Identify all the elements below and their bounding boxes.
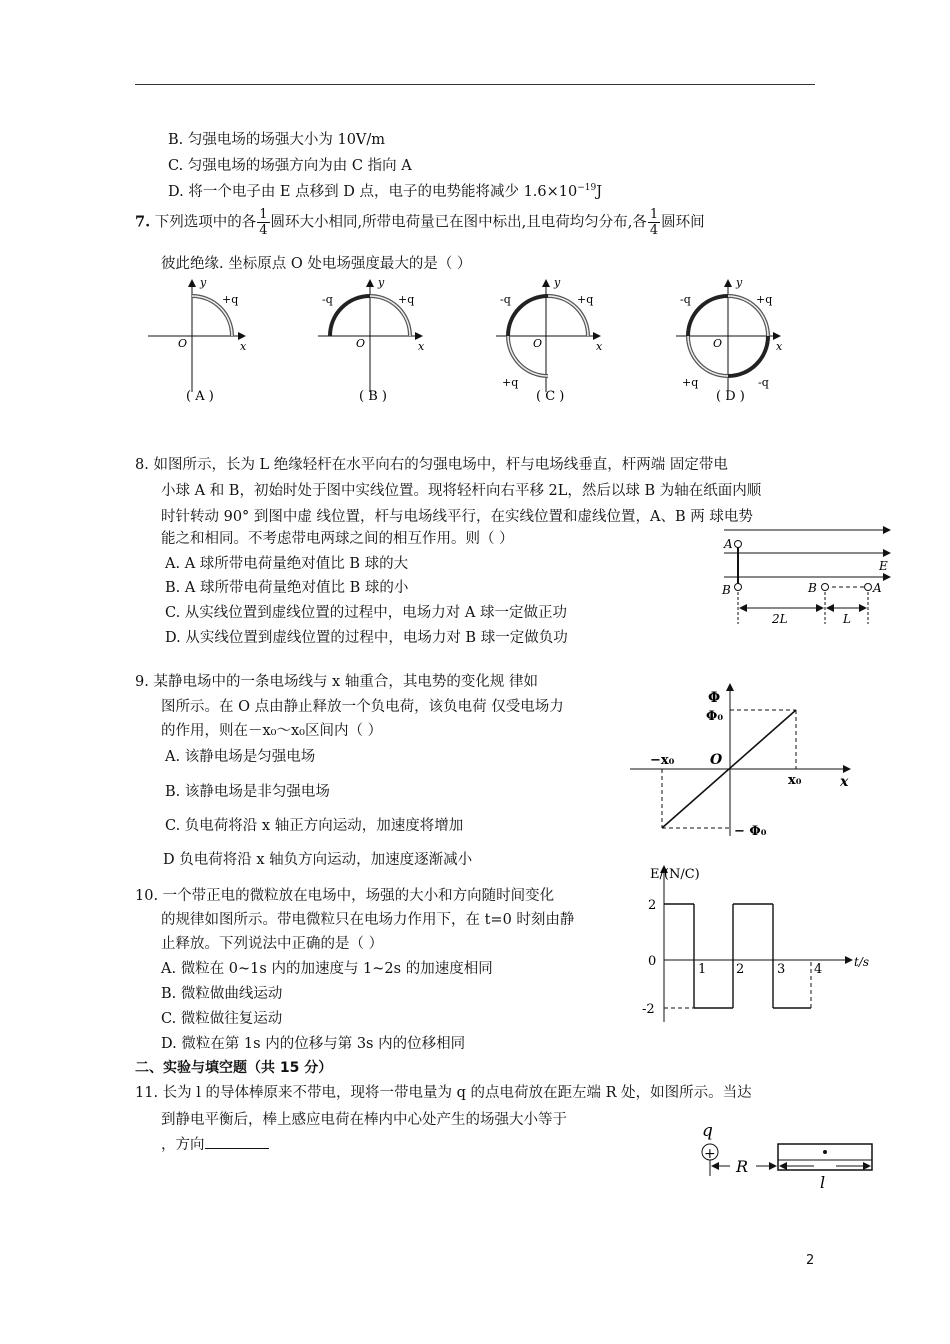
svg-text:3: 3 bbox=[777, 962, 786, 977]
q9-option-c: C. 负电荷将沿 x 轴正方向运动，加速度将增加 bbox=[165, 818, 464, 834]
svg-text:E: E bbox=[879, 559, 888, 573]
svg-text:O: O bbox=[178, 337, 188, 350]
svg-text:+q: +q bbox=[682, 376, 699, 389]
svg-text:( A ): ( A ) bbox=[186, 389, 214, 404]
svg-text:Φ₀: Φ₀ bbox=[706, 709, 724, 724]
svg-text:O: O bbox=[356, 337, 366, 350]
q8-line1: 8. 如图所示，长为 L 绝缘轻杆在水平向右的匀强电场中，杆与电场线垂直，杆两端 固定带电 bbox=[135, 457, 728, 473]
q10-option-d: D. 微粒在第 1s 内的位移与第 3s 内的位移相同 bbox=[161, 1036, 466, 1052]
q9-line2: 图所示。在 O 点由静止释放一个负电荷，该负电荷 仅受电场力 bbox=[161, 699, 564, 715]
q10-line2: 的规律如图所示。带电微粒只在电场力作用下，在 t=0 时刻由静 bbox=[161, 912, 575, 928]
svg-text:+q: +q bbox=[398, 293, 415, 306]
q6-option-d: D. 将一个电子由 E 点移到 D 点，电子的电势能将减少 $1.6\times 10^{-19}J$ bbox=[168, 183, 603, 200]
svg-text:x: x bbox=[840, 774, 849, 790]
q8-line3: 时针转动 90° 到图中虚 线位置，杆与电场线平行，在实线位置和虚线位置，A、B 两 球电势 bbox=[161, 509, 753, 525]
svg-text:+q: +q bbox=[577, 293, 594, 306]
svg-text:-q: -q bbox=[500, 293, 511, 306]
header-rule bbox=[135, 84, 815, 85]
svg-text:-q: -q bbox=[758, 376, 769, 389]
q7-line1: 7. 下列选项中的各 $\frac{1}{4}$ 圆环大小相同,所带电荷量已在图中标出,且电荷均匀分布,各 $\frac{1}{4}$ 圆环间 bbox=[135, 207, 705, 238]
svg-text:E/(N/C): E/(N/C) bbox=[650, 867, 700, 882]
svg-text:1: 1 bbox=[698, 962, 707, 977]
page-number: 2 bbox=[806, 1253, 815, 1268]
svg-text:− Φ₀: − Φ₀ bbox=[734, 824, 767, 839]
svg-text:-2: -2 bbox=[642, 1002, 655, 1017]
q8-line2: 小球 A 和 B，初始时处于图中实线位置。现将轻杆向右平移 2L，然后以球 B 为轴在纸面内顺 bbox=[161, 483, 762, 499]
svg-text:l: l bbox=[820, 1173, 826, 1192]
svg-text:-q: -q bbox=[680, 293, 691, 306]
svg-text:O: O bbox=[710, 752, 723, 768]
q8-option-b: B. A 球所带电荷量绝对值比 B 球的小 bbox=[165, 580, 409, 596]
fig-a bbox=[148, 276, 247, 404]
svg-text:x: x bbox=[240, 340, 247, 353]
q10-line3: 止释放。下列说法中正确的是（ ） bbox=[161, 936, 384, 952]
fig-d bbox=[676, 276, 783, 404]
q9-line1: 9. 某静电场中的一条电场线与 x 轴重合，其电势的变化规 律如 bbox=[135, 674, 538, 690]
svg-text:O: O bbox=[713, 337, 723, 350]
q9-option-b: B. 该静电场是非匀强电场 bbox=[165, 784, 330, 800]
section-2-heading: 二、实验与填空题（共 15 分） bbox=[135, 1060, 333, 1076]
q10-option-a: A. 微粒在 0~1s 内的加速度与 1~2s 的加速度相同 bbox=[161, 961, 493, 977]
q10-option-c: C. 微粒做往复运动 bbox=[161, 1011, 283, 1027]
q11-line2: 到静电平衡后，棒上感应电荷在棒内中心处产生的场强大小等于 bbox=[161, 1112, 567, 1128]
svg-text:( C ): ( C ) bbox=[536, 389, 565, 404]
q9-option-d: D 负电荷将沿 x 轴负方向运动，加速度逐渐减小 bbox=[163, 852, 473, 868]
q6-option-b: B. 匀强电场的场强大小为 10V/m bbox=[168, 132, 386, 148]
q11-figure bbox=[694, 1118, 886, 1194]
svg-text:2: 2 bbox=[736, 962, 745, 977]
svg-text:B: B bbox=[808, 581, 817, 595]
svg-text:+q: +q bbox=[222, 293, 239, 306]
q7-figures bbox=[140, 274, 800, 410]
q9-option-a: A. 该静电场是匀强电场 bbox=[165, 749, 316, 765]
q8-figure bbox=[716, 520, 896, 632]
q8-option-a: A. A 球所带电荷量绝对值比 B 球的大 bbox=[165, 556, 409, 572]
q10-figure bbox=[640, 862, 880, 1024]
svg-text:x: x bbox=[776, 340, 783, 353]
q11-line1: 11. 长为 l 的导体棒原来不带电，现将一带电量为 q 的点电荷放在距左端 R 处，如图所示。当达 bbox=[135, 1085, 752, 1101]
svg-text:Φ: Φ bbox=[708, 690, 721, 706]
svg-text:+: + bbox=[704, 1146, 716, 1162]
svg-text:A: A bbox=[724, 537, 733, 551]
svg-text:0: 0 bbox=[648, 954, 657, 969]
q10-option-b: B. 微粒做曲线运动 bbox=[161, 986, 283, 1002]
q8-option-c: C. 从实线位置到虚线位置的过程中，电场力对 A 球一定做正功 bbox=[165, 605, 567, 621]
svg-text:y: y bbox=[736, 276, 743, 289]
svg-text:q: q bbox=[702, 1121, 713, 1141]
svg-text:+q: +q bbox=[502, 376, 519, 389]
svg-text:A: A bbox=[873, 581, 882, 595]
svg-text:-q: -q bbox=[322, 293, 333, 306]
q7-line2: 彼此绝缘. 坐标原点 O 处电场强度最大的是（ ） bbox=[161, 256, 472, 272]
svg-text:−x₀: −x₀ bbox=[650, 753, 675, 768]
svg-text:y: y bbox=[378, 276, 385, 289]
svg-text:+q: +q bbox=[756, 293, 773, 306]
q8-line4: 能之和相同。不考虑带电两球之间的相互作用。则（ ） bbox=[161, 531, 514, 547]
q9-figure bbox=[628, 680, 860, 840]
svg-text:( B ): ( B ) bbox=[359, 389, 387, 404]
q8-option-d: D. 从实线位置到虚线位置的过程中，电场力对 B 球一定做负功 bbox=[165, 630, 568, 646]
svg-text:R: R bbox=[736, 1157, 749, 1176]
svg-text:x₀: x₀ bbox=[788, 773, 802, 788]
svg-text:4: 4 bbox=[814, 962, 823, 977]
svg-text:t/s: t/s bbox=[854, 955, 870, 969]
svg-text:2L: 2L bbox=[772, 612, 788, 626]
fig-c bbox=[496, 276, 603, 404]
svg-text:2: 2 bbox=[648, 898, 657, 913]
q9-line3: 的作用，则在－x₀～x₀区间内（ ） bbox=[161, 723, 383, 739]
svg-text:B: B bbox=[722, 583, 731, 597]
svg-text:y: y bbox=[554, 276, 561, 289]
svg-text:( D ): ( D ) bbox=[716, 389, 745, 404]
q11-line3: ，方向 bbox=[161, 1133, 269, 1154]
q6-option-c: C. 匀强电场的场强方向为由 C 指向 A bbox=[168, 158, 412, 174]
svg-text:y: y bbox=[200, 276, 207, 289]
fig-b bbox=[318, 276, 425, 404]
q11-answer-blank[interactable] bbox=[205, 1134, 269, 1149]
svg-text:L: L bbox=[843, 612, 851, 626]
svg-text:x: x bbox=[596, 340, 603, 353]
q10-line1: 10. 一个带正电的微粒放在电场中，场强的大小和方向随时间变化 bbox=[135, 888, 555, 904]
svg-text:x: x bbox=[418, 340, 425, 353]
svg-text:O: O bbox=[533, 337, 543, 350]
